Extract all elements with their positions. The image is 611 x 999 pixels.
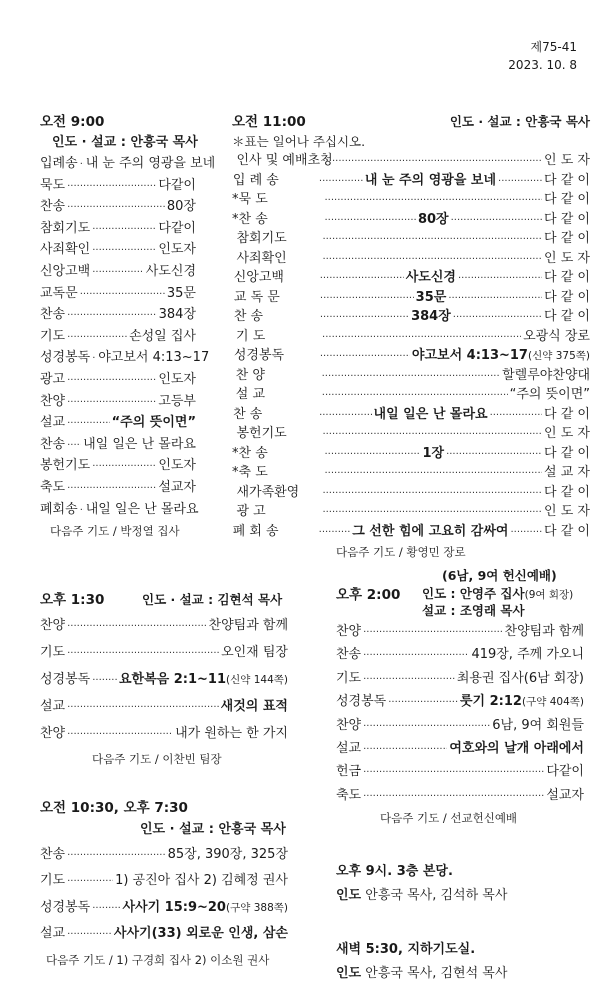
stand-marker: * — [232, 211, 239, 227]
leader-dots — [322, 366, 500, 387]
leader-dots — [363, 667, 455, 691]
item-reference: (구약 404쪽) — [521, 696, 584, 709]
item-value: 야고보서 4:13~17 — [98, 350, 210, 366]
item-value: 다 같 이 — [544, 289, 591, 305]
order-item — [232, 151, 590, 171]
item-value: 인도자 — [158, 371, 196, 387]
leader-dots — [325, 444, 421, 465]
item-detail: 야고보서 4:13~17 — [411, 348, 528, 363]
service-2pm — [336, 566, 584, 829]
service-leader: 인도 · 설교 : 안흥국 목사 — [140, 822, 286, 837]
item-value: 6남, 9여 회원들 — [492, 717, 584, 733]
item-detail: 내 눈 주의 영광을 보네 — [364, 172, 497, 188]
service-title: 오후 1:30 — [40, 592, 105, 608]
item-value: 내가 원하는 한 가지 — [175, 726, 288, 741]
leader-dots — [67, 369, 156, 392]
item-value: 다 같 이 — [544, 523, 590, 539]
leader-dots — [320, 307, 409, 328]
leader-dots — [458, 268, 542, 289]
leader-dots — [92, 455, 156, 478]
service-leader: 인도 · 설교 : 안흥국 목사 — [52, 135, 198, 150]
order-item — [40, 499, 199, 521]
leader-dots — [322, 151, 542, 172]
order-item — [40, 304, 196, 326]
item-value: 손성일 집사 — [129, 328, 196, 344]
leader-dots — [363, 760, 544, 784]
order-item — [232, 366, 590, 386]
order-item — [40, 347, 210, 369]
item-label: 입 례 송 — [232, 172, 279, 188]
order-list — [40, 842, 288, 948]
leader-dots — [80, 499, 84, 522]
order-item — [40, 283, 196, 305]
item-value: 찬양팀과 함께 — [208, 618, 288, 633]
leader-dots — [363, 643, 469, 667]
item-label: 찬 송 — [238, 445, 268, 461]
order-item — [40, 153, 216, 175]
order-item — [232, 424, 590, 444]
service-title: 오전 10:30, 오후 7:30 — [40, 800, 188, 816]
service-1-30pm — [40, 590, 288, 771]
item-label: 신앙고백 — [40, 263, 91, 279]
leader-dots — [388, 690, 458, 714]
order-item — [232, 171, 590, 191]
item-label: 찬 송 — [233, 309, 264, 324]
order-item — [232, 307, 590, 327]
order-list — [40, 612, 288, 747]
service-9pm — [336, 860, 586, 908]
item-label: 기도 — [336, 670, 362, 686]
leader-dots — [67, 720, 173, 748]
item-label: 찬송 — [40, 847, 66, 862]
leader-dots — [363, 714, 490, 738]
leader-dots — [80, 153, 84, 176]
order-item — [40, 477, 196, 499]
item-value: 다 같 이 — [544, 211, 590, 227]
order-item — [40, 895, 288, 921]
item-reference: (구약 388쪽) — [225, 901, 288, 914]
item-label: 묵도 — [40, 177, 66, 193]
leader-dots — [92, 347, 96, 370]
item-label: 신앙고백 — [233, 270, 284, 285]
leader-dots — [446, 444, 542, 465]
order-item — [40, 666, 288, 693]
service-title: 새벽 5:30, 지하기도실. — [336, 942, 476, 957]
item-value: 1) 공진아 집사 2) 김혜정 권사 — [115, 873, 288, 889]
leader-dots — [92, 261, 144, 284]
leader-dots — [67, 412, 109, 435]
next-week-prayer: 다음주 기도 / 선교헌신예배 — [380, 811, 518, 826]
next-week-prayer: 다음주 기도 / 박정열 집사 — [50, 524, 180, 539]
item-value: 고등부 — [158, 393, 196, 409]
item-detail: 80장 — [417, 211, 449, 227]
service-title: 오후 9시. 3층 본당. — [336, 864, 453, 879]
leader-dots — [490, 405, 542, 426]
item-value: 다 같 이 — [544, 406, 590, 422]
item-detail: 그 선한 힘에 고요히 감싸여 — [352, 523, 509, 539]
service-title: 오후 2:00 — [336, 587, 401, 603]
item-value: 새것의 표적 — [220, 699, 288, 714]
leader-dots — [67, 326, 127, 349]
leader-dots — [325, 210, 416, 231]
order-item — [232, 229, 590, 249]
order-item — [40, 261, 196, 283]
order-item — [40, 612, 288, 639]
item-value: 인도자 — [158, 458, 196, 474]
order-item — [232, 483, 590, 503]
item-value: 인 도 자 — [544, 250, 590, 266]
leader-dots — [453, 307, 542, 328]
order-item — [40, 175, 196, 197]
item-label: 성경봉독 — [233, 348, 285, 363]
bulletin-number: 제75-41 — [530, 40, 577, 54]
item-value: 다 같 이 — [544, 309, 590, 324]
leader-role: (9여 회장) — [524, 589, 574, 601]
item-label: 설교 — [40, 415, 66, 431]
item-value: 최용권 집사(6남 회장) — [456, 670, 584, 686]
item-label: 찬송 — [336, 647, 362, 663]
order-item — [40, 720, 288, 747]
leader-dots — [67, 391, 156, 414]
leader-dots — [510, 522, 542, 543]
order-item — [336, 690, 584, 713]
order-item — [40, 868, 288, 894]
leader-dots — [322, 502, 542, 523]
item-value: 여호와의 날개 아래에서 — [449, 740, 584, 756]
leader-dots — [322, 327, 521, 348]
item-label: 설 교 — [235, 387, 266, 402]
service-title: 오전 11:00 — [232, 114, 306, 130]
order-item — [232, 346, 590, 366]
item-label: 묵 도 — [238, 192, 268, 207]
leader-dots — [80, 283, 165, 306]
leader-dots — [322, 249, 542, 270]
leader-dots — [325, 463, 543, 484]
order-item — [336, 714, 584, 737]
item-label: 사죄확인 — [40, 242, 91, 258]
item-value: 설교자 — [546, 787, 584, 803]
leader-dots — [325, 190, 543, 211]
stand-marker: * — [232, 192, 239, 207]
leader-dots — [319, 171, 363, 192]
item-label: 참회기도 — [40, 220, 91, 236]
item-label: 교 독 문 — [233, 289, 280, 305]
item-label: 입례송 — [40, 156, 78, 171]
leader-dots — [322, 229, 542, 250]
service-10-30am — [40, 798, 288, 972]
leader-label: 인도 — [336, 888, 362, 903]
item-label: 성경봉독 — [336, 694, 387, 710]
item-label: 축 도 — [238, 465, 268, 480]
order-item — [40, 639, 288, 666]
item-label: 찬 송 — [238, 211, 268, 227]
item-label: 봉헌기도 — [236, 426, 287, 441]
item-value: 다 같 이 — [544, 172, 590, 188]
service-subtitle: (6남, 9여 헌신예배) — [442, 568, 557, 583]
item-label: 설교 — [336, 740, 362, 756]
service-dawn — [336, 938, 586, 986]
item-value: 오인재 팀장 — [221, 645, 288, 660]
leader-dots — [67, 175, 156, 198]
item-value: 다 같 이 — [544, 445, 590, 461]
item-value: 요한복음 2:1~11 — [118, 672, 226, 687]
order-item — [232, 249, 590, 269]
item-detail: 내일 일은 난 몰라요 — [373, 406, 488, 422]
next-week-prayer: 다음주 기도 / 이찬빈 팀장 — [92, 752, 222, 766]
item-label: 교독문 — [40, 285, 78, 301]
order-list — [40, 153, 216, 520]
item-label: 광 고 — [236, 504, 266, 519]
order-item — [336, 760, 584, 783]
leader-dots — [363, 620, 502, 644]
order-item — [40, 218, 196, 240]
item-label: 기도 — [40, 328, 66, 344]
leader-dots — [67, 434, 81, 457]
item-label: 기도 — [40, 873, 66, 889]
item-label: 사죄확인 — [236, 250, 287, 266]
item-value: “주의 뜻이면” — [111, 415, 196, 431]
leader-dots — [320, 288, 414, 309]
service-leader: 인도 : 안영주 집사 — [422, 586, 525, 601]
item-label: 축도 — [40, 479, 66, 495]
leader-dots — [92, 218, 156, 241]
leader-dots — [67, 612, 206, 640]
leader-dots — [67, 304, 157, 327]
item-label: 찬양 — [336, 717, 362, 733]
order-item — [336, 784, 584, 807]
service-leader: 인도 · 설교 : 김현석 목사 — [142, 592, 283, 607]
leader-dots — [322, 385, 508, 406]
service-preacher: 설교 : 조영래 목사 — [422, 603, 525, 618]
item-value: 오광식 장로 — [523, 328, 590, 344]
item-label: 봉헌기도 — [40, 458, 91, 474]
item-label: 성경봉독 — [40, 672, 91, 687]
service-11am — [232, 112, 590, 563]
order-item — [40, 326, 196, 348]
stand-marker: * — [232, 445, 239, 461]
item-value: 다 같 이 — [544, 484, 590, 500]
item-value: 384장 — [158, 307, 196, 323]
order-item — [40, 921, 288, 947]
order-item — [232, 463, 590, 483]
leader-dots — [67, 477, 156, 500]
leader-dots — [319, 522, 351, 543]
item-value: 80장 — [166, 199, 196, 215]
leader-dots — [67, 639, 219, 667]
item-label: 찬송 — [40, 436, 66, 452]
service-leader: 인도 · 설교 : 안흥국 목사 — [449, 114, 590, 129]
item-value: “주의 뜻이면” — [509, 387, 590, 402]
item-value: 인 도 자 — [544, 426, 590, 441]
item-label: 찬 송 — [233, 406, 263, 422]
stand-marker: * — [232, 465, 239, 480]
leader-dots — [498, 171, 542, 192]
item-value: 사사기(33) 외로운 인생, 삼손 — [113, 926, 288, 942]
item-value: 인 도 자 — [544, 153, 590, 168]
item-detail: 384장 — [411, 309, 451, 324]
item-label: 축도 — [336, 787, 362, 803]
order-item — [336, 643, 584, 666]
item-value: 인 도 자 — [544, 504, 590, 519]
leader-dots — [67, 196, 165, 219]
leader-dots — [67, 842, 166, 869]
bulletin-date: 2023. 10. 8 — [508, 58, 577, 72]
order-item — [232, 444, 590, 464]
leader-dots — [320, 346, 410, 367]
leaders: 안흥국 목사, 김현석 목사 — [365, 966, 508, 981]
order-item — [232, 190, 590, 210]
item-label: 인사 및 예배초청 — [236, 153, 333, 168]
leaders: 안흥국 목사, 김석하 목사 — [365, 888, 508, 903]
item-detail: 35문 — [415, 289, 447, 305]
item-label: 참회기도 — [236, 231, 287, 246]
item-value: 인도자 — [158, 242, 196, 258]
order-item — [232, 385, 590, 405]
item-value: 룻기 2:12 — [460, 694, 522, 710]
item-value: 설 교 자 — [544, 465, 590, 480]
item-value: 사도신경 — [145, 263, 196, 279]
item-value: 내일 일은 난 몰라요 — [85, 501, 199, 517]
leader-dots — [320, 268, 404, 289]
next-week-prayer: 다음주 기도 / 황영민 장로 — [336, 545, 466, 559]
item-value: 내 눈 주의 영광을 보네 — [85, 156, 216, 171]
leader-dots — [322, 424, 542, 445]
order-item — [40, 842, 288, 868]
item-detail: 사도신경 — [405, 270, 456, 285]
order-item — [336, 667, 584, 690]
item-label: 새가족환영 — [236, 484, 300, 500]
item-value: 다 같 이 — [544, 192, 590, 207]
order-item — [40, 434, 196, 456]
order-list — [232, 151, 590, 541]
item-label: 성경봉독 — [40, 350, 91, 366]
item-label: 폐 회 송 — [232, 523, 279, 539]
item-label: 기도 — [40, 645, 66, 660]
order-item — [40, 391, 196, 413]
item-value: 설교자 — [158, 479, 196, 495]
order-item — [232, 210, 590, 230]
item-label: 찬양 — [40, 618, 66, 633]
order-item — [232, 327, 590, 347]
leader-dots — [92, 895, 120, 922]
item-label: 찬 양 — [235, 367, 265, 383]
order-item — [40, 412, 196, 434]
leader-dots — [67, 693, 219, 721]
item-label: 광고 — [40, 371, 66, 387]
item-value: 다 같 이 — [544, 231, 590, 246]
leader-dots — [92, 239, 156, 262]
item-value: 내일 일은 난 몰라요 — [83, 436, 196, 452]
leader-dots — [92, 666, 117, 694]
item-detail: 1장 — [422, 445, 445, 461]
item-label: 폐회송 — [40, 501, 78, 517]
order-item — [40, 693, 288, 720]
item-value: 다 같 이 — [544, 270, 590, 285]
item-label: 찬송 — [40, 307, 66, 323]
item-value: 다같이 — [158, 220, 196, 236]
item-value: 419장, 주께 가오니 — [471, 647, 584, 663]
item-label: 설교 — [40, 699, 66, 714]
item-value: 할렐루야찬양대 — [502, 367, 590, 383]
order-item — [40, 369, 196, 391]
order-item — [336, 737, 584, 760]
order-list — [336, 620, 584, 807]
item-label: 찬송 — [40, 199, 66, 215]
order-item — [232, 405, 590, 425]
standing-note: ＊표는 일어나 주십시오. — [232, 134, 366, 149]
item-reference: (신약 375쪽) — [527, 350, 590, 362]
item-label: 기 도 — [236, 328, 266, 344]
service-9am — [40, 112, 216, 542]
item-label: 찬양 — [40, 393, 66, 409]
item-value: 85장, 390장, 325장 — [167, 847, 288, 862]
item-label: 성경봉독 — [40, 899, 91, 915]
leader-dots — [319, 405, 371, 426]
item-value: 다같이 — [546, 764, 584, 780]
order-item — [40, 239, 196, 261]
order-item — [232, 288, 590, 308]
leader-dots — [67, 868, 113, 895]
item-value: 35문 — [166, 285, 196, 301]
leader-dots — [363, 737, 447, 761]
leader-dots — [322, 483, 542, 504]
leader-dots — [451, 210, 542, 231]
leader-dots — [448, 288, 542, 309]
order-item — [232, 502, 590, 522]
item-value: 사사기 15:9~20 — [122, 899, 226, 915]
item-value: 다같이 — [158, 177, 196, 193]
order-item — [40, 196, 196, 218]
order-item — [40, 455, 196, 477]
leader-dots — [363, 784, 544, 808]
item-reference: (신약 144쪽) — [225, 674, 288, 686]
leader-label: 인도 — [336, 966, 362, 981]
item-label: 헌금 — [336, 764, 362, 780]
next-week-prayer: 다음주 기도 / 1) 구경희 집사 2) 이소원 권사 — [46, 952, 270, 967]
service-title: 오전 9:00 — [40, 114, 105, 130]
order-item — [232, 522, 590, 542]
item-label: 찬양 — [336, 624, 362, 639]
order-item — [232, 268, 590, 288]
item-value: 찬양팀과 함께 — [504, 624, 584, 639]
item-label: 설교 — [40, 926, 66, 942]
order-item — [336, 620, 584, 643]
item-label: 찬양 — [40, 726, 66, 741]
leader-dots — [67, 921, 112, 948]
